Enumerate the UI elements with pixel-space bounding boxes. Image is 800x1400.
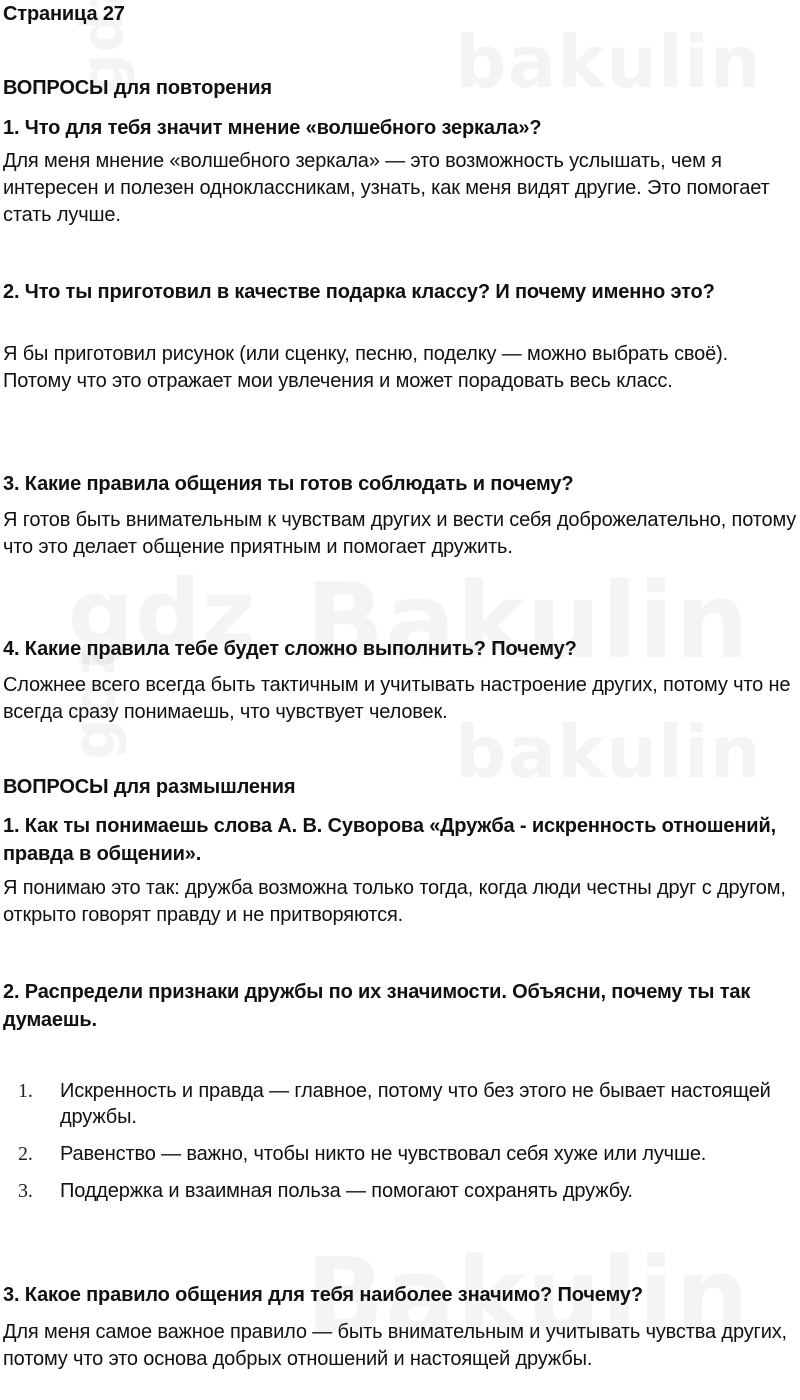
review-question-3: 3. Какие правила общения ты готов соблюдать и почему? [3,473,574,495]
friendship-priority-text-2: Равенство — важно, чтобы никто не чувствовал себя хуже или лучше. [60,1143,707,1165]
review-question-1: 1. Что для тебя значит мнение «волшебного зеркала»? [3,117,542,139]
friendship-priority-text-1: Искренность и правда — главное, потому что без этого не бывает настоящей дружбы. [60,1080,771,1128]
friendship-priority-item-1 [0,1078,794,1130]
friendship-priority-text-3: Поддержка и взаимная польза — помогают сохранять дружбу. [60,1180,633,1202]
friendship-priority-list [0,1078,800,1204]
review-question-2: 2. Что ты приготовил в качестве подарка классу? И почему именно это? [3,281,715,303]
review-answer-2: Я бы приготовил рисунок (или сценку, песню, поделку — можно выбрать своё). Потому что это отражает мои увлечения и может порадовать весь класс. [3,343,729,392]
friendship-priority-number-2: 2. [18,1143,33,1165]
friendship-priority-item-3 [0,1178,794,1204]
review-answer-3: Я готов быть внимательным к чувствам других и вести себя доброжелательно, потому что это делает общение приятным и помогает дружить. [3,509,797,558]
friendship-priority-number-3: 3. [18,1180,33,1202]
reflection-section-title: ВОПРОСЫ для размышления [3,776,296,798]
reflection-question-3: 3. Какое правило общения для тебя наиболее значимо? Почему? [3,1284,643,1306]
reflection-answer-3: Для меня самое важное правило — быть внимательным и учитывать чувства других, потому что это основа добрых отношений и настоящей дружбы. [3,1321,787,1370]
review-section-title: ВОПРОСЫ для повторения [3,77,272,99]
review-question-4: 4. Какие правила тебе будет сложно выполнить? Почему? [3,638,577,660]
reflection-question-2: 2. Распредели признаки дружбы по их значимости. Объясни, почему ты так думаешь. [3,981,751,1031]
review-answer-4: Сложнее всего всегда быть тактичным и учитывать настроение других, потому что не всегда сразу понимаешь, что чувствует человек. [3,674,791,723]
reflection-question-1: 1. Как ты понимаешь слова А. В. Суворова «Дружба - искренность отношений, правда в общении». [3,815,776,865]
review-answer-1: Для меня мнение «волшебного зеркала» — это возможность услышать, чем я интересен и полезен одноклассникам, узнать, как меня видят другие. Это помогает стать лучше. [3,150,770,226]
friendship-priority-item-2 [0,1141,794,1167]
friendship-priority-number-1: 1. [18,1080,33,1102]
page-title: Страница 27 [3,3,125,25]
reflection-answer-1: Я понимаю это так: дружба возможна только тогда, когда люди честны друг с другом, открыто говорят правду и не притворяются. [3,877,786,926]
